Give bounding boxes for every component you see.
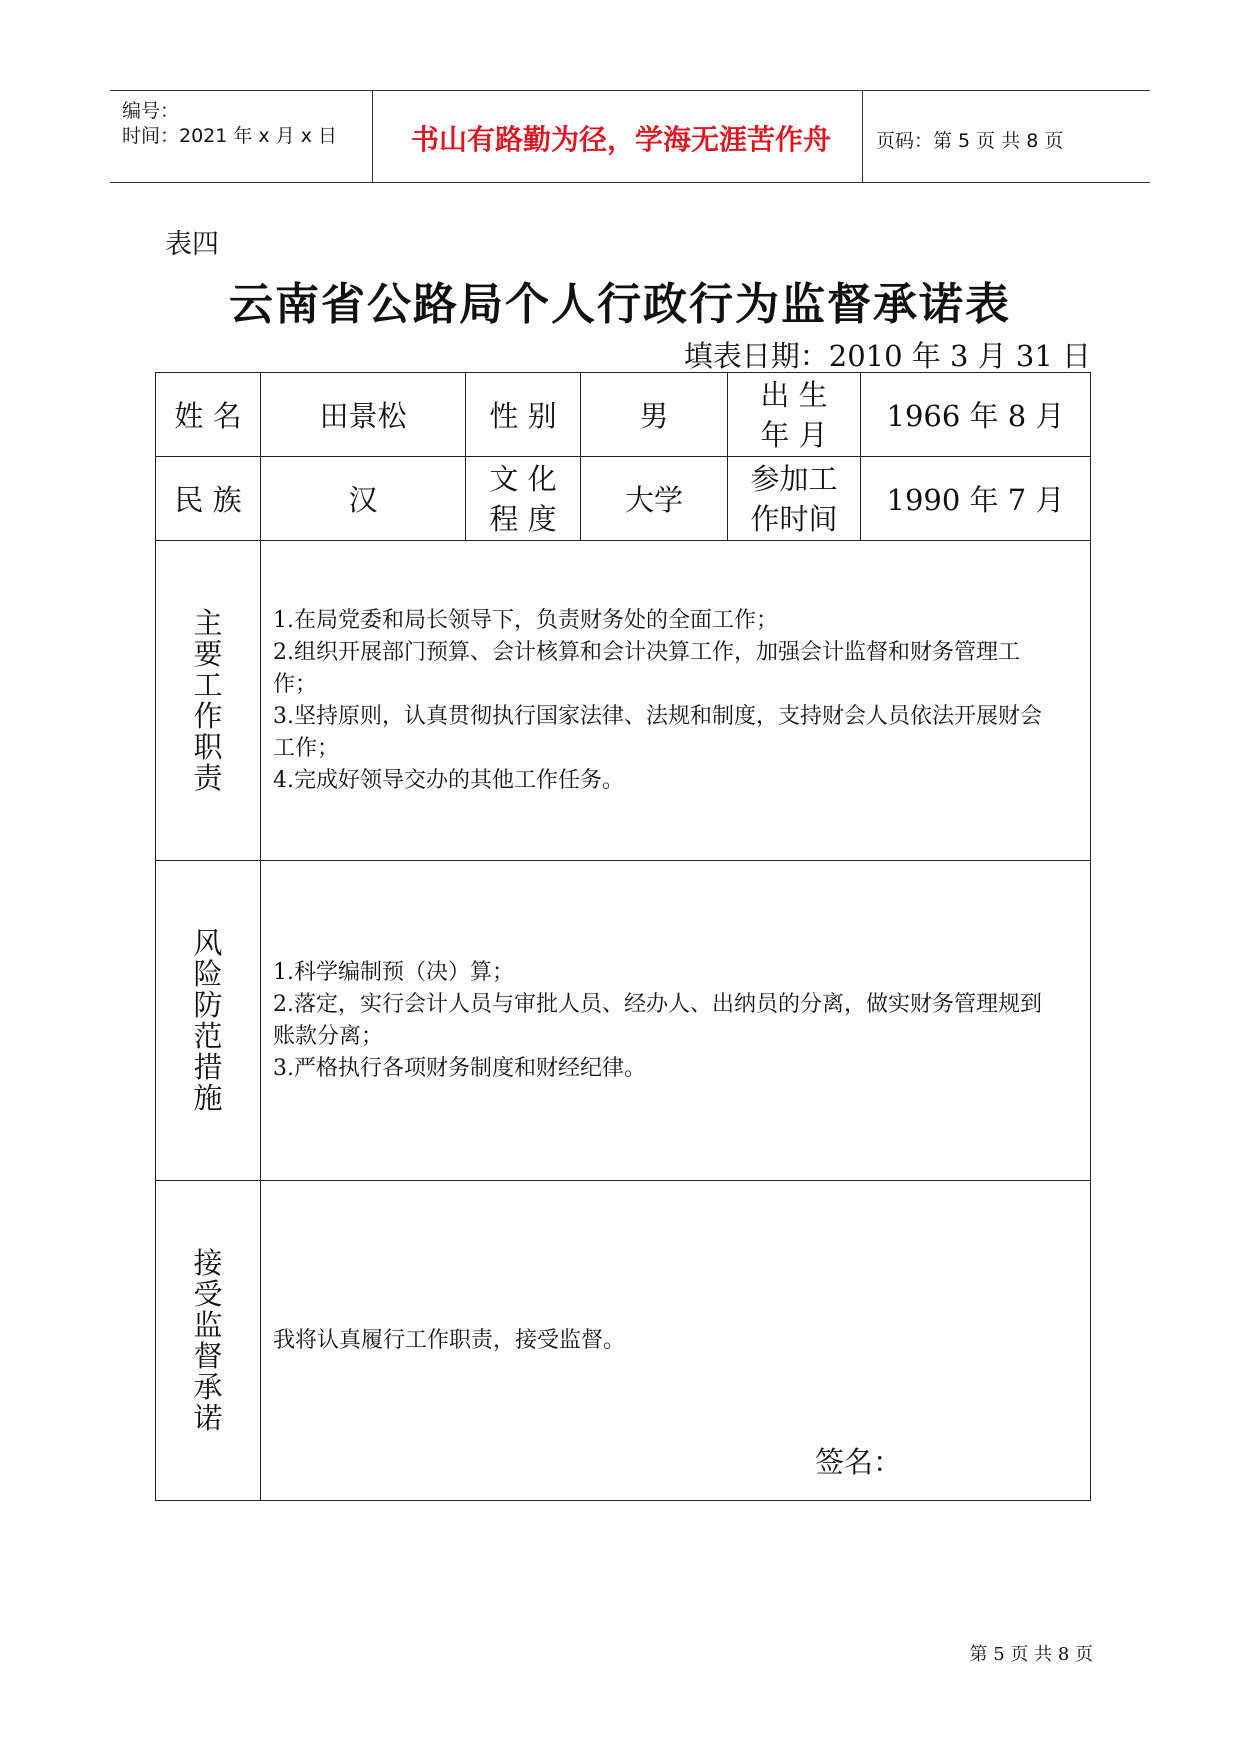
promise-label-char: 承 <box>193 1369 223 1404</box>
duties-label <box>156 541 261 861</box>
birth-label-line-2: 年 月 <box>760 417 828 452</box>
risk-item: 2.落定，实行会计人员与审批人员、经办人、出纳员的分离，做实财务管理规到账款分离； <box>273 991 1042 1049</box>
fill-date: 填表日期：2010 年 3 月 31 日 <box>683 339 1091 373</box>
education-label-line-1: 文 化 <box>489 461 557 496</box>
signature-label: 签名： <box>815 1445 903 1479</box>
name-value: 田景松 <box>261 373 466 457</box>
duties-label-char: 要 <box>193 636 223 671</box>
birth-label-line-1: 出 生 <box>760 377 828 412</box>
promise-label-char: 监 <box>193 1307 223 1342</box>
risk-label-char: 风 <box>193 925 223 960</box>
duties-label-char: 作 <box>193 698 223 733</box>
promise-text: 我将认真履行工作职责，接受监督。 <box>273 1327 626 1353</box>
risk-item: 1.科学编制预（决）算； <box>273 959 514 985</box>
header-top-rule <box>110 90 1150 91</box>
duties-label-char: 职 <box>193 729 223 764</box>
risk-label-char: 施 <box>193 1080 223 1115</box>
birth-label <box>728 373 861 457</box>
ethnic-value: 汉 <box>261 457 466 541</box>
birth-value: 1966 年 8 月 <box>861 373 1091 457</box>
risk-label-char: 防 <box>193 987 223 1022</box>
work-start-label-line-2: 作时间 <box>750 501 838 536</box>
risk-content <box>261 861 1091 1181</box>
duties-content <box>261 541 1091 861</box>
ethnic-label: 民 族 <box>156 457 261 541</box>
promise-label-char: 受 <box>193 1276 223 1311</box>
footer-page-number: 第 5 页 共 8 页 <box>969 1644 1093 1665</box>
risk-item: 3.严格执行各项财务制度和财经纪律。 <box>273 1055 646 1081</box>
risk-label <box>156 861 261 1181</box>
header-bottom-rule <box>110 182 1150 183</box>
table-label: 表四 <box>165 229 219 260</box>
education-label-line-2: 程 度 <box>489 501 557 536</box>
document-title: 云南省公路局个人行政行为监督承诺表 <box>229 279 1011 330</box>
promise-content <box>261 1181 1091 1501</box>
promise-label-char: 督 <box>193 1338 223 1373</box>
duty-item: 4.完成好领导交办的其他工作任务。 <box>273 767 624 793</box>
risk-label-char: 措 <box>193 1049 223 1084</box>
duty-item: 2.组织开展部门预算、会计核算和会计决算工作，加强会计监督和财务管理工作； <box>273 639 1020 697</box>
promise-label <box>156 1181 261 1501</box>
work-start-label-line-1: 参加工 <box>750 461 838 496</box>
header-motto: 书山有路勤为径，学海无涯苦作舟 <box>410 123 831 156</box>
header-time-label: 时间：2021 年 x 月 x 日 <box>122 125 338 147</box>
duty-item: 1.在局党委和局长领导下，负责财务处的全面工作； <box>273 607 778 633</box>
promise-label-char: 接 <box>193 1245 223 1280</box>
header-number-label: 编号： <box>122 100 180 122</box>
gender-value: 男 <box>581 373 728 457</box>
work-start-value: 1990 年 7 月 <box>861 457 1091 541</box>
gender-label: 性 别 <box>466 373 581 457</box>
name-label: 姓 名 <box>156 373 261 457</box>
duties-label-char: 主 <box>193 605 223 640</box>
work-start-label <box>728 457 861 541</box>
promise-label-char: 诺 <box>193 1400 223 1435</box>
commitment-form-table <box>155 372 1091 1501</box>
education-label <box>466 457 581 541</box>
header-page-label: 页码：第 5 页 共 8 页 <box>876 130 1064 152</box>
duties-label-char: 工 <box>193 667 223 702</box>
education-value: 大学 <box>581 457 728 541</box>
risk-label-char: 险 <box>193 956 223 991</box>
header-divider-left <box>372 90 373 183</box>
risk-label-char: 范 <box>193 1018 223 1053</box>
duties-label-char: 责 <box>193 760 223 795</box>
duty-item: 3.坚持原则，认真贯彻执行国家法律、法规和制度，支持财会人员依法开展财会工作； <box>273 703 1042 761</box>
